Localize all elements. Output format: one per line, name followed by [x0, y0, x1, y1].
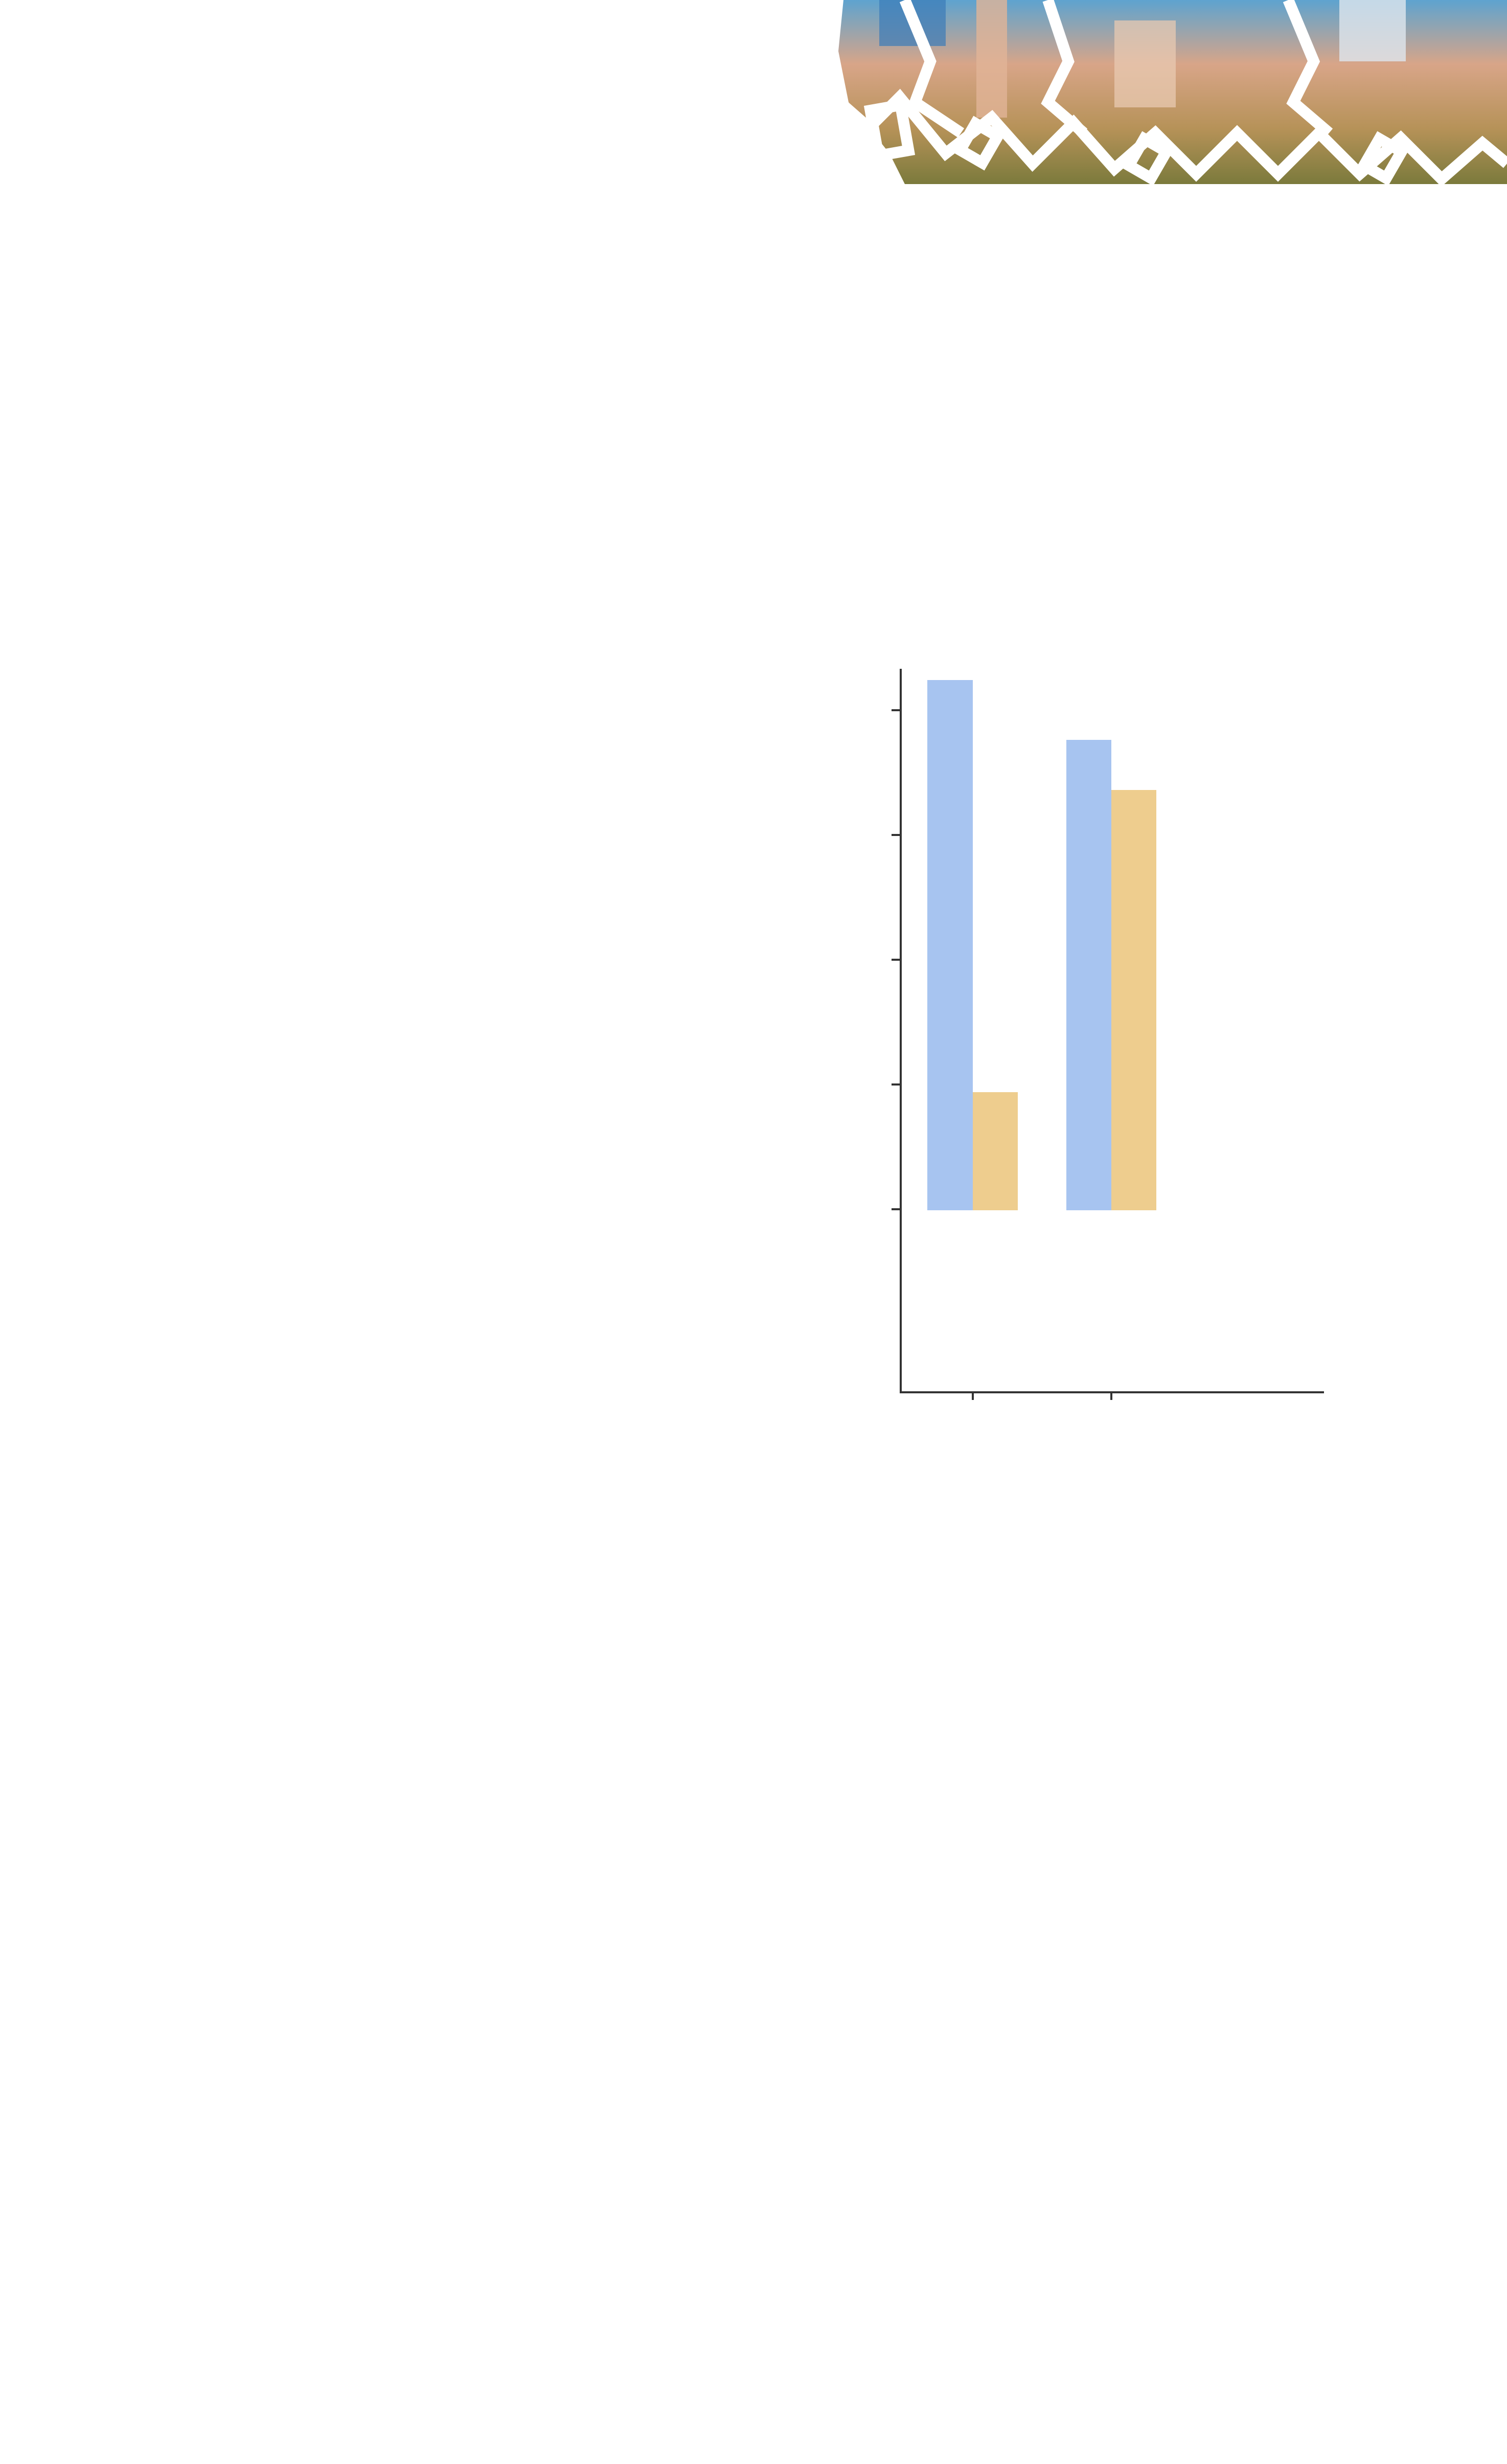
- x-tick: [972, 1393, 974, 1400]
- chart1-y-axis: [900, 669, 902, 1393]
- y-tick: [892, 1083, 901, 1086]
- y-tick: [892, 959, 901, 961]
- bar-nodm-sarcopenia: [973, 1092, 1018, 1210]
- bar-dm-sarcopenia: [1111, 790, 1156, 1210]
- y-tick: [892, 709, 901, 711]
- x-tick: [1110, 1393, 1112, 1400]
- bar-nodm-no-sarcopenia: [927, 680, 973, 1210]
- congress-logo: [128, 14, 394, 173]
- y-tick: [892, 1208, 901, 1210]
- right-charts-panel: [797, 649, 1507, 2464]
- bar-dm-no-sarcopenia: [1066, 740, 1111, 1210]
- y-tick: [892, 834, 901, 836]
- granada-banner-image: [828, 0, 1507, 184]
- section-conclusiones: [807, 400, 1448, 409]
